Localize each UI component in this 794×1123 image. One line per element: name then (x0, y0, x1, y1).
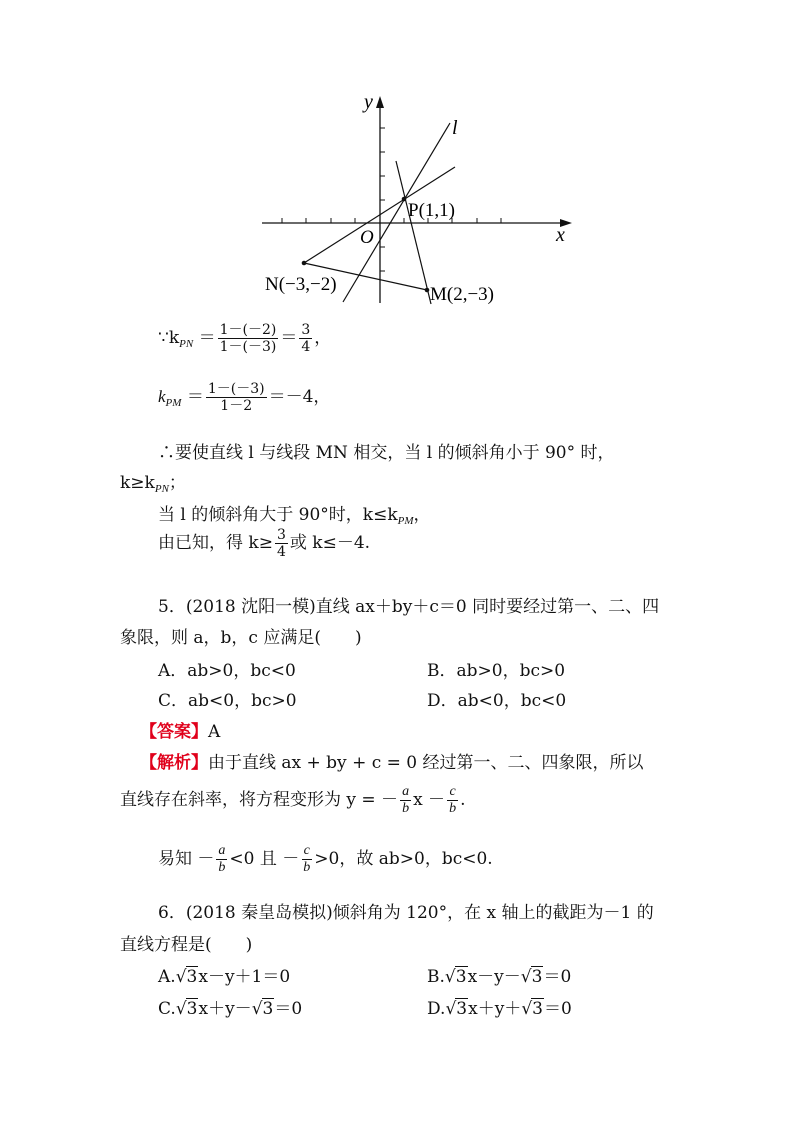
origin-label: O (360, 227, 374, 248)
analysis-tag: 【解析】 (140, 753, 208, 773)
q6-stem-line1: 6．(2018 秦皇岛模拟)倾斜角为 120°，在 x 轴上的截距为－1 的 (158, 903, 654, 923)
q5-stem-line1: 5．(2018 沈阳一模)直线 ax＋by＋c＝0 同时要经过第一、二、四 (158, 597, 660, 617)
q6-option-c[interactable]: C.√3x＋y－√3＝0 (158, 999, 303, 1019)
point-N-dot (302, 261, 307, 266)
q5-option-c[interactable]: C．ab<0，bc>0 (158, 691, 297, 711)
q6-option-b[interactable]: B.√3x－y－√3＝0 (427, 967, 572, 987)
q6-option-d[interactable]: D.√3x＋y＋√3＝0 (427, 999, 572, 1019)
x-axis-label: x (556, 224, 565, 246)
point-M-label: M(2,−3) (430, 284, 495, 305)
coordinate-figure (250, 88, 590, 313)
point-P-dot (402, 197, 407, 202)
q5-option-b[interactable]: B．ab>0，bc>0 (427, 661, 566, 681)
solution-line-4: $k\ge k_{PN}$； (120, 473, 186, 495)
y-axis-arrow (376, 96, 384, 108)
answer-value: A (208, 722, 221, 742)
point-P-label: P(1,1) (408, 200, 455, 221)
answer-tag: 【答案】 (140, 722, 208, 742)
q5-analysis-line1: 【解析】由于直线 ax + by + c = 0 经过第一、二、四象限，所以 (140, 753, 644, 773)
kpm-formula: $k_{PM}$ ＝ $\frac{1-(-3)}{1-2}$ ＝－4， (158, 381, 331, 415)
q6-option-a[interactable]: A.√3x－y＋1＝0 (158, 967, 291, 987)
point-N-label: N(−3,−2) (265, 274, 337, 295)
q6-stem-line2: 直线方程是( ) (120, 935, 253, 955)
solution-line-3: ∴要使直线 l 与线段 MN 相交，当 l 的倾斜角小于 90° 时， (158, 443, 615, 463)
y-ticks (380, 128, 385, 271)
q5-stem-line2: 象限，则 a，b，c 应满足( ) (120, 628, 362, 648)
q5-option-d[interactable]: D．ab<0，bc<0 (427, 691, 567, 711)
kpn-formula: $\because k_{PN}$ ＝ $\frac{1-(-2)}{1-(-3)}$ ＝ $\frac{3}{4}$ ， (158, 322, 332, 356)
y-axis-label: y (364, 91, 373, 113)
line-l-label: l (452, 117, 458, 139)
q5-analysis-line2: 直线存在斜率，将方程变形为 y = － $\frac{a}{b}$ x － $\frac{c}{b}$ . (120, 784, 466, 817)
q5-option-a[interactable]: A．ab>0，bc<0 (158, 661, 296, 681)
solution-line-5: 当 l 的倾斜角大于 90°时，$k\le k_{PM}$， (158, 505, 431, 527)
solution-line-6: 由已知，得 k≥ $\frac{3}{4}$ 或 k≤－4. (158, 527, 371, 561)
q5-analysis-line3: 易知 － $\frac{a}{b}$ <0 且 － $\frac{c}{b}$ >0，故 ab>0，bc<0. (158, 843, 493, 876)
point-M-dot (425, 288, 430, 293)
line-PM (396, 161, 431, 304)
q5-answer (140, 717, 220, 742)
